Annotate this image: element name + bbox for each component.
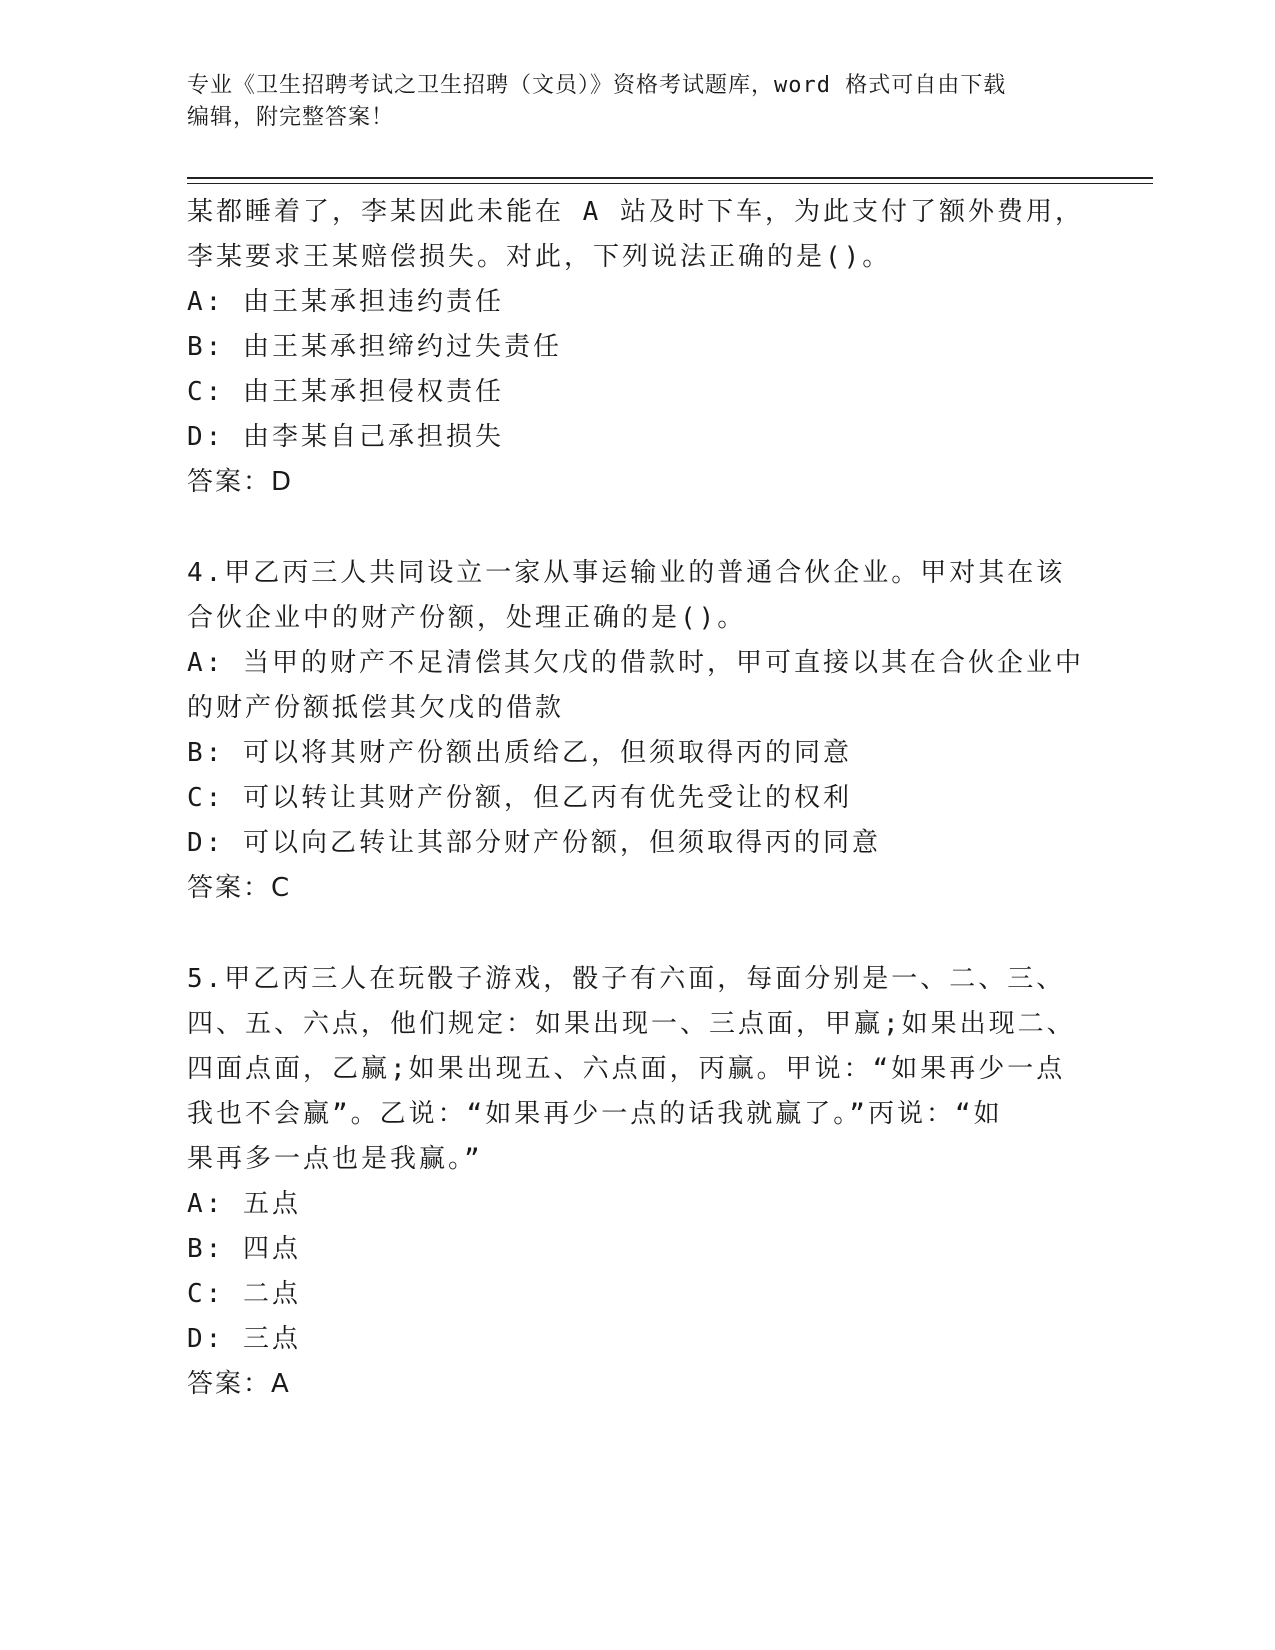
option-d: D: 可以向乙转让其部分财产份额，但须取得丙的同意 bbox=[187, 828, 881, 858]
option-a: A: 当甲的财产不足清偿其欠戊的借款时，甲可直接以其在合伙企业中 bbox=[187, 648, 1084, 678]
question-stem-line: 4.甲乙丙三人共同设立一家从事运输业的普通合伙企业。甲对其在该 bbox=[187, 558, 1066, 588]
option-c: C: 二点 bbox=[187, 1279, 301, 1309]
option-a-continued: 的财产份额抵偿其欠戊的借款 bbox=[187, 693, 565, 723]
document-header bbox=[187, 70, 1087, 134]
question-3 bbox=[187, 190, 1087, 505]
option-a: A: 五点 bbox=[187, 1189, 301, 1219]
question-stem-line: 四、五、六点，他们规定：如果出现一、三点面，甲赢;如果出现二、 bbox=[187, 1009, 1076, 1039]
header-line-1: 专业《卫生招聘考试之卫生招聘（文员）》资格考试题库，word 格式可自由下载 bbox=[187, 73, 1007, 98]
option-a: A: 由王某承担违约责任 bbox=[187, 287, 504, 317]
question-4 bbox=[187, 551, 1087, 911]
option-b: B: 四点 bbox=[187, 1234, 301, 1264]
option-b: B: 由王某承担缔约过失责任 bbox=[187, 332, 562, 362]
header-line-2: 编辑，附完整答案！ bbox=[187, 105, 395, 130]
option-d: D: 三点 bbox=[187, 1324, 301, 1354]
answer-line: 答案：D bbox=[187, 467, 294, 497]
question-stem-line: 合伙企业中的财产份额，处理正确的是()。 bbox=[187, 603, 747, 633]
option-d: D: 由李某自己承担损失 bbox=[187, 422, 504, 452]
header-rule-thick bbox=[187, 177, 1153, 179]
question-5 bbox=[187, 957, 1087, 1407]
question-list bbox=[187, 190, 1087, 1407]
option-c: C: 可以转让其财产份额，但乙丙有优先受让的权利 bbox=[187, 783, 852, 813]
question-stem-line: 果再多一点也是我赢。” bbox=[187, 1144, 483, 1174]
question-stem-line: 我也不会赢”。乙说：“如果再少一点的话我就赢了。”丙说：“如 bbox=[187, 1099, 1003, 1129]
question-stem-line: 四面点面，乙赢;如果出现五、六点面，丙赢。甲说：“如果再少一点 bbox=[187, 1054, 1066, 1084]
option-c: C: 由王某承担侵权责任 bbox=[187, 377, 504, 407]
question-stem-line: 某都睡着了，李某因此未能在 A 站及时下车，为此支付了额外费用， bbox=[187, 197, 1084, 227]
question-stem-line: 李某要求王某赔偿损失。对此，下列说法正确的是()。 bbox=[187, 242, 892, 272]
answer-line: 答案：A bbox=[187, 1369, 291, 1399]
question-gap bbox=[187, 505, 1087, 551]
answer-line: 答案：C bbox=[187, 873, 292, 903]
question-gap bbox=[187, 911, 1087, 957]
header-rule-thin bbox=[187, 183, 1153, 184]
option-b: B: 可以将其财产份额出质给乙，但须取得丙的同意 bbox=[187, 738, 852, 768]
question-stem-line: 5.甲乙丙三人在玩骰子游戏，骰子有六面，每面分别是一、二、三、 bbox=[187, 964, 1066, 994]
